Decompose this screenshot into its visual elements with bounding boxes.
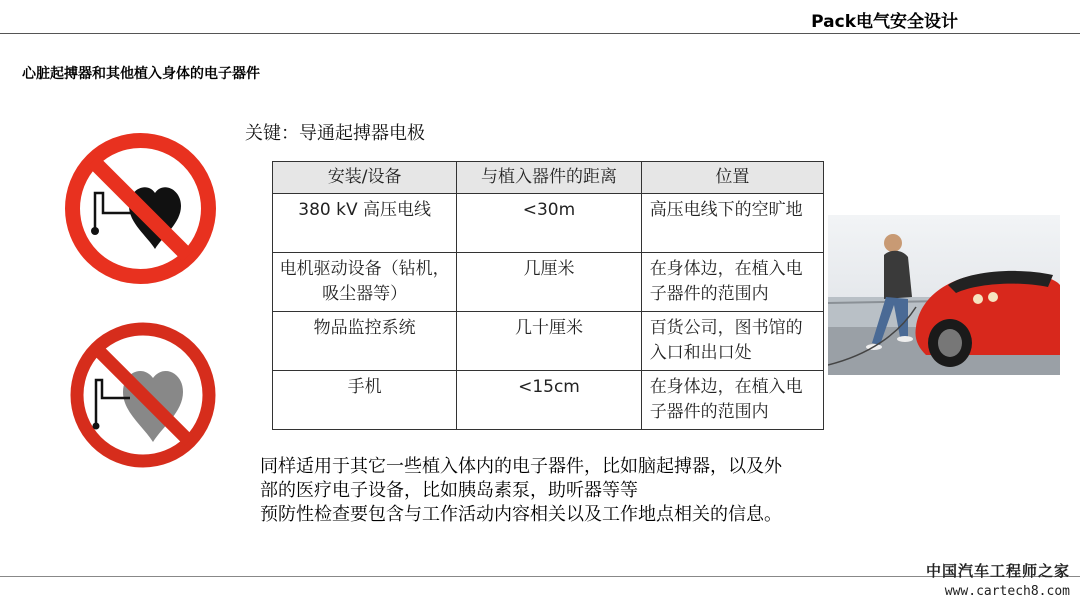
column-header-distance: 与植入器件的距离 [457, 162, 641, 194]
table-row [273, 253, 824, 312]
section-heading: 心脏起搏器和其他植入身体的电子器件 [22, 66, 260, 82]
cell-location: 高压电线下的空旷地 [641, 194, 823, 253]
table-header-row [273, 162, 824, 194]
body-line: 预防性检查要包含与工作活动内容相关以及工作地点相关的信息。 [260, 504, 782, 525]
body-line: 部的医疗电子设备，比如胰岛素泵，助听器等等 [260, 480, 638, 501]
cell-device: 380 kV 高压电线 [273, 194, 457, 253]
footer-divider [0, 576, 1080, 577]
cell-location: 在身体边，在植入电子器件的范围内 [641, 371, 823, 430]
no-pacemaker-sign-icon [63, 131, 218, 286]
no-pacemaker-sign-faded-icon [68, 320, 218, 470]
electric-car-charging-photo [828, 215, 1060, 375]
cell-location: 在身体边，在植入电子器件的范围内 [641, 253, 823, 312]
cell-distance: 几厘米 [457, 253, 641, 312]
column-header-location: 位置 [641, 162, 823, 194]
key-point-label: 关键：导通起搏器电极 [245, 123, 425, 144]
table-row [273, 194, 824, 253]
table-row [273, 371, 824, 430]
distance-table [272, 161, 824, 430]
cell-device: 物品监控系统 [273, 312, 457, 371]
header-divider [0, 33, 1080, 34]
body-paragraph [260, 455, 782, 527]
cell-distance: 几十厘米 [457, 312, 641, 371]
column-header-device: 安装/设备 [273, 162, 457, 194]
cell-location: 百货公司，图书馆的入口和出口处 [641, 312, 823, 371]
watermark-url: www.cartech8.com [944, 584, 1070, 599]
watermark-site-name: 中国汽车工程师之家 [925, 562, 1070, 580]
cell-distance: <30m [457, 194, 641, 253]
table-row [273, 312, 824, 371]
cell-device: 电机驱动设备（钻机，吸尘器等） [273, 253, 457, 312]
body-line: 同样适用于其它一些植入体内的电子器件，比如脑起搏器，以及外 [260, 456, 782, 477]
cell-device: 手机 [273, 371, 457, 430]
cell-distance: <15cm [457, 371, 641, 430]
watermark [926, 560, 1070, 599]
slide-title: Pack电气安全设计 [811, 12, 958, 32]
